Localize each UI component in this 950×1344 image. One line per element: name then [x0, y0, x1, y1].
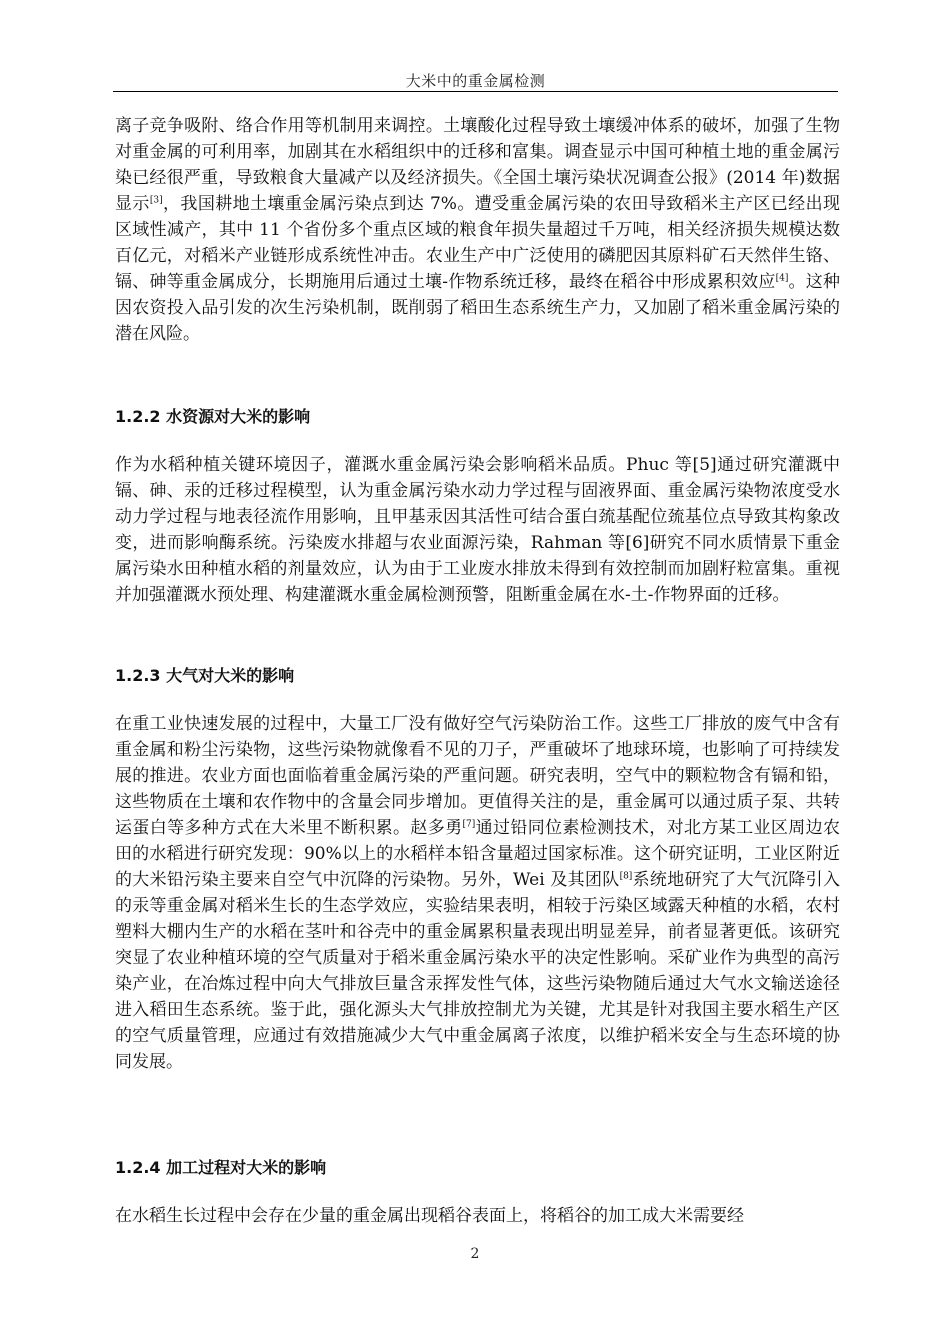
citation-4: [4]: [775, 273, 789, 284]
citation-3: [3]: [149, 195, 163, 206]
section-heading-1-2-4: 1.2.4 加工过程对大米的影响: [115, 1158, 327, 1177]
paragraph-text: 。这种因农资投入品引发的次生污染机制，既削弱了稻田生态系统生产力，又加剧了稻米重金属污染的潜在风险。: [115, 272, 841, 344]
paragraph-water-impact: 作为水稻种植关键环境因子，灌溉水重金属污染会影响稻米品质。Phuc 等[5]通过研究灌溉中镉、砷、汞的迁移过程模型，认为重金属污染水动力学过程与固液界面、重金属污染物浓度受水动力学过程与地表径流作用影响，且甲基汞因其活性可结合蛋白巯基配位巯基位点导致其构象改变，进而影响酶系统。污染废水排超与农业面源污染，Rahman 等[6]研究不同水质情景下重金属污染水田种植水稻的剂量效应，认为由于工业废水排放未得到有效控制而加剧籽粒富集。重视并加强灌溉水预处理、构建灌溉水重金属检测预警，阻断重金属在水-土-作物界面的迁移。: [115, 455, 840, 605]
citation-7: [7]: [462, 819, 476, 830]
section-heading-1-2-2: 1.2.2 水资源对大米的影响: [115, 407, 311, 426]
paragraph-text: ，我国耕地土壤重金属污染点到达 7%。遭受重金属污染的农田导致稻米主产区已经出现区域性减产，其中 11 个省份多个重点区域的粮食年损失量超过千万吨，相关经济损失规模达数百亿元，对稻米产业链形成系统性冲击。农业生产中广泛使用的磷肥因其原料矿石天然伴生铬、镉、砷等重金属成分，长期施用后通过土壤-作物系统迁移，最终在稻谷中形成累积效应: [115, 194, 841, 292]
header-divider: [113, 91, 838, 92]
running-header-title: 大米中的重金属检测: [405, 72, 546, 90]
paragraph-text: 通过铅同位素检测技术，对北方某工业区周边农田的水稻进行研究发现：90%以上的水稻样本铅含量超过国家标准。这个研究证明，工业区附近的大米铅污染主要来自空气中沉降的污染物。另外，Wei 及其团队: [115, 818, 841, 890]
paragraph-processing-impact: 在水稻生长过程中会存在少量的重金属出现稻谷表面上，将稻谷的加工成大米需要经: [115, 1206, 744, 1226]
page-number: 2: [470, 1246, 480, 1262]
paragraph-text: 离子竞争吸附、络合作用等机制用来调控。土壤酸化过程导致土壤缓冲体系的破坏，加强了生物对重金属的可利用率，加剧其在水稻组织中的迁移和富集。调查显示中国可种植土地的重金属污染已经很严重，导致粮食大量减产以及经济损失。《全国土壤污染状况调查公报》(2014 年)数据显示: [115, 116, 840, 214]
section-heading-1-2-3: 1.2.3 大气对大米的影响: [115, 666, 295, 685]
paragraph-text: 系统地研究了大气沉降引入的汞等重金属对稻米生长的生态学效应，实验结果表明，相较于污染区域露天种植的水稻，农村塑料大棚内生产的水稻在茎叶和谷壳中的重金属累积量表现出明显差异，前者显著更低。该研究突显了农业种植环境的空气质量对于稻米重金属污染水平的决定性影响。采矿业作为典型的高污染产业，在冶炼过程中向大气排放巨量含汞挥发性气体，这些污染物随后通过大气水文输送途径进入稻田生态系统。鉴于此，强化源头大气排放控制尤为关键，尤其是针对我国主要水稻生产区的空气质量管理，应通过有效措施减少大气中重金属离子浓度，以维护稻米安全与生态环境的协同发展。: [115, 870, 840, 1072]
paragraph-air-impact: [115, 711, 840, 1075]
paragraph-text: 在重工业快速发展的过程中，大量工厂没有做好空气污染防治工作。这些工厂排放的废气中含有重金属和粉尘污染物，这些污染物就像看不见的刀子，严重破坏了地球环境，也影响了可持续发展的推进。农业方面也面临着重金属污染的严重问题。研究表明，空气中的颗粒物含有镉和铅，这些物质在土壤和农作物中的含量会同步增加。更值得关注的是，重金属可以通过质子泵、共转运蛋白等多种方式在大米里不断积累。赵多勇: [115, 714, 840, 838]
citation-8: [8]: [619, 871, 633, 882]
paragraph-soil-acidification: [115, 113, 840, 347]
